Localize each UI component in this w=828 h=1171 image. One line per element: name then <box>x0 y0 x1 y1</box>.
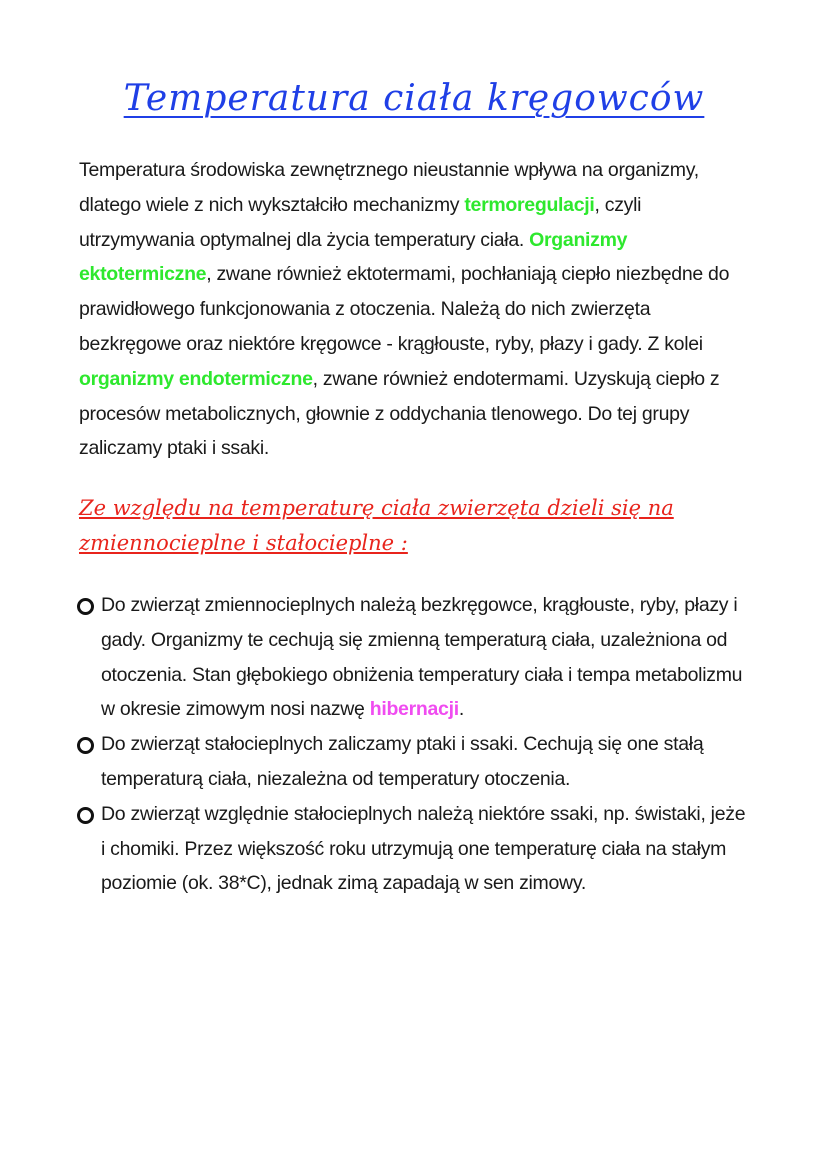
text-segment: , zwane również ektotermami, pochłaniają ciepło niezbędne do <box>206 263 730 286</box>
bullet-line <box>101 767 570 791</box>
paragraph-line <box>79 228 627 252</box>
highlighted-term: ektotermiczne <box>79 263 207 286</box>
paragraph-line <box>79 297 650 321</box>
text-segment: zaliczamy ptaki i ssaki. <box>79 437 270 460</box>
paragraph-line <box>79 262 729 286</box>
bullet-circle-icon <box>77 598 94 615</box>
section-heading-line: Ze względu na temperaturę ciała zwierzęta dzieli się na <box>79 496 674 520</box>
bullet-line <box>101 837 726 861</box>
section-heading-line: zmiennocieplne i stałocieplne : <box>79 530 408 555</box>
text-segment: procesów metabolicznych, głownie z oddychania tlenowego. Do tej grupy <box>79 402 690 425</box>
bullet-circle-icon <box>77 807 94 824</box>
text-segment: , czyli <box>594 193 642 216</box>
paragraph-line <box>79 158 699 182</box>
bullet-line <box>101 628 727 652</box>
text-segment: w okresie zimowym nosi nazwę <box>101 698 370 721</box>
bullet-line <box>101 593 737 617</box>
text-segment: Do zwierząt zmiennocieplnych należą bezkręgowce, krągłouste, ryby, płazy i <box>101 594 738 616</box>
text-segment: gady. Organizmy te cechują się zmienną temperaturą ciała, uzależniona od <box>101 628 728 651</box>
paragraph-line <box>79 332 703 356</box>
highlighted-term: Organizmy <box>529 228 628 251</box>
bullet-line <box>101 802 745 826</box>
paragraph-line <box>79 402 689 426</box>
text-segment: otoczenia. Stan głębokiego obniżenia temperatury ciała i tempa metabolizmu <box>101 663 743 686</box>
text-segment: Temperatura środowiska zewnętrznego nieustannie wpływa na organizmy, <box>79 159 699 181</box>
text-segment: i chomiki. Przez większość roku utrzymują one temperaturę ciała na stałym <box>101 837 727 860</box>
paragraph-line <box>79 367 719 391</box>
paragraph-line <box>79 436 269 460</box>
text-segment: temperaturą ciała, niezależna od temperatury otoczenia. <box>101 768 571 790</box>
text-segment: Do zwierząt stałocieplnych zaliczamy ptaki i ssaki. Cechują się one stałą <box>101 733 704 756</box>
text-segment: , zwane również endotermami. Uzyskują ciepło z <box>312 367 720 390</box>
highlighted-term: hibernacji <box>369 698 459 721</box>
page-title: Temperatura ciała kręgowców <box>123 78 705 119</box>
bullet-line <box>101 663 742 687</box>
bullet-line <box>101 871 586 895</box>
highlighted-term: termoregulacji <box>464 193 595 216</box>
text-segment: dlatego wiele z nich wykształciło mechanizmy <box>79 193 465 216</box>
text-segment: poziomie (ok. 38*C), jednak zimą zapadają w sen zimowy. <box>101 872 586 895</box>
text-segment: utrzymywania optymalnej dla życia temperatury ciała. <box>79 228 530 251</box>
text-segment: Do zwierząt względnie stałocieplnych należą niektóre ssaki, np. świstaki, jeże <box>101 802 746 825</box>
bullet-line <box>101 732 703 756</box>
bullet-line <box>101 697 464 721</box>
text-segment: prawidłowego funkcjonowania z otoczenia. Należą do nich zwierzęta <box>79 298 651 321</box>
paragraph-line <box>79 193 641 217</box>
text-segment: bezkręgowe oraz niektóre kręgowce - krągłouste, ryby, płazy i gady. Z kolei <box>79 333 703 355</box>
bullet-circle-icon <box>77 737 94 754</box>
text-segment: . <box>458 698 464 721</box>
highlighted-term: organizmy endotermiczne <box>79 367 313 390</box>
